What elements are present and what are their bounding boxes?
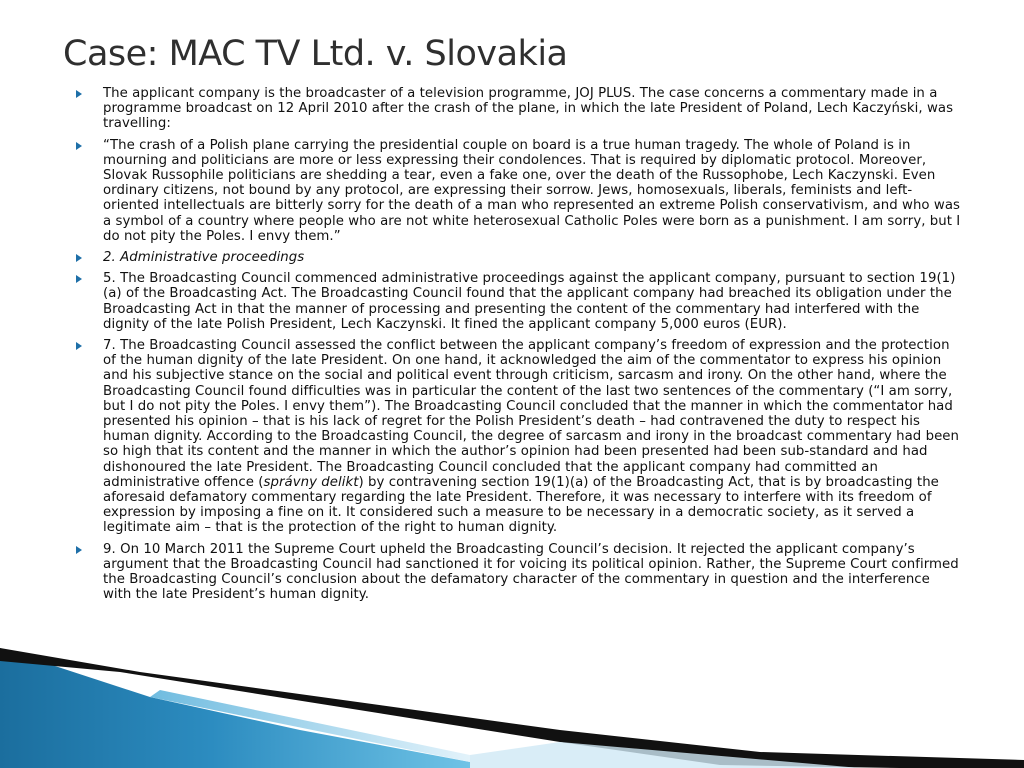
triangle-bullet-icon [76, 338, 103, 353]
page-title: Case: MAC TV Ltd. v. Slovakia [63, 34, 568, 74]
list-item [76, 542, 962, 603]
bullet-list [76, 86, 962, 609]
list-item [76, 271, 962, 332]
bullet-text: 9. On 10 March 2011 the Supreme Court upheld the Broadcasting Council’s decision. It rejected the applicant company’s argument that the Broadcasting Council had sanctioned it for voicing its political opinion. Rather, the Supreme Court confirmed the Broadcasting Council’s conclusion about the defamatory character of the commentary in question and the interference with the late President’s human dignity. [103, 541, 959, 603]
list-item [76, 86, 962, 132]
bullet-text: “The crash of a Polish plane carrying the presidential couple on board is a true human tragedy. The whole of Poland is in mourning and politicians are more or less expressing their condolences. That is required by diplomatic protocol. Moreover, Slovak Russophile politicians are shedding a tear, even a fake one, over the death of the Russophobe, Lech Kaczynski. Even ordinary citizens, not bound by any protocol, are expressing their sorrow. Jews, homosexuals, liberals, feminists and left-oriented intellectuals are bitterly sorry for the death of a man who represented an extreme Polish conservativism, and who was a symbol of a country where people who are not white heterosexual Catholic Poles were born as a punishment. I am sorry, but I do not pity the Poles. I envy them.” [103, 137, 961, 244]
italic-term: správny delikt [263, 474, 359, 490]
triangle-bullet-icon [76, 271, 103, 286]
triangle-bullet-icon [76, 542, 103, 557]
triangle-bullet-icon [76, 138, 103, 153]
band-blue-wedge [0, 648, 470, 768]
band-pale-sweep [470, 742, 860, 768]
triangle-bullet-icon [76, 250, 103, 265]
bullet-text: The applicant company is the broadcaster of a television programme, JOJ PLUS. The case concerns a commentary made in a programme broadcast on 12 April 2010 after the crash of the plane, in which the late President of Poland, Lech Kaczyński, was travelling: [103, 86, 954, 132]
list-item [76, 138, 962, 244]
section-heading: 2. Administrative proceedings [103, 250, 305, 266]
bullet-text-part: ) by contravening section 19(1)(a) of the Broadcasting Act, that is by broadcasting the aforesaid defamatory commentary regarding the late President. Therefore, it was necessary to interfere with its freedom of expression by imposing a fine on it. It considered such a measure to be necessary in a democratic society, as it served a legitimate aim – that is the protection of the right to human dignity. [103, 474, 939, 536]
list-item [76, 338, 962, 536]
triangle-bullet-icon [76, 86, 103, 101]
bullet-text: 5. The Broadcasting Council commenced administrative proceedings against the applicant company, pursuant to section 19(1)(a) of the Broadcasting Act. The Broadcasting Council found that the applicant company had breached its obligation under the Broadcasting Act in that the manner of processing and presenting the content of the commentary had interfered with the dignity of the late Polish President, Lech Kaczynski. It fined the applicant company 5,000 euros (EUR). [103, 271, 956, 332]
band-light-streak [150, 690, 470, 762]
band-dark-stripe [0, 648, 1024, 768]
bullet-text-part: 7. The Broadcasting Council assessed the conflict between the applicant company’s freedom of expression and the protection of the human dignity of the late President. On one hand, it acknowledged the aim of the commentator to express his opinion and his subjective stance on the social and political event through criticism, sarcasm and irony. On the other hand, where the Broadcasting Council found difficulties was in particular the content of the last two sentences of the commentary (“I am sorry, but I do not pity the Poles. I envy them”). The Broadcasting Council concluded that the manner in which the commentator had presented his opinion – that is his lack of regret for the Polish President’s death – had contravened the duty to respect his human dignity. According to the Broadcasting Council, the degree of sarcasm and irony in the broadcast commentary had been so high that its content and the manner in which the author’s opinion had been presented had been sub-standard and had dishonoured the late President. The Broadcasting Council concluded that the applicant company had committed an administrative offence ( [103, 338, 960, 490]
list-item [76, 250, 962, 265]
bullet-text [103, 338, 962, 536]
